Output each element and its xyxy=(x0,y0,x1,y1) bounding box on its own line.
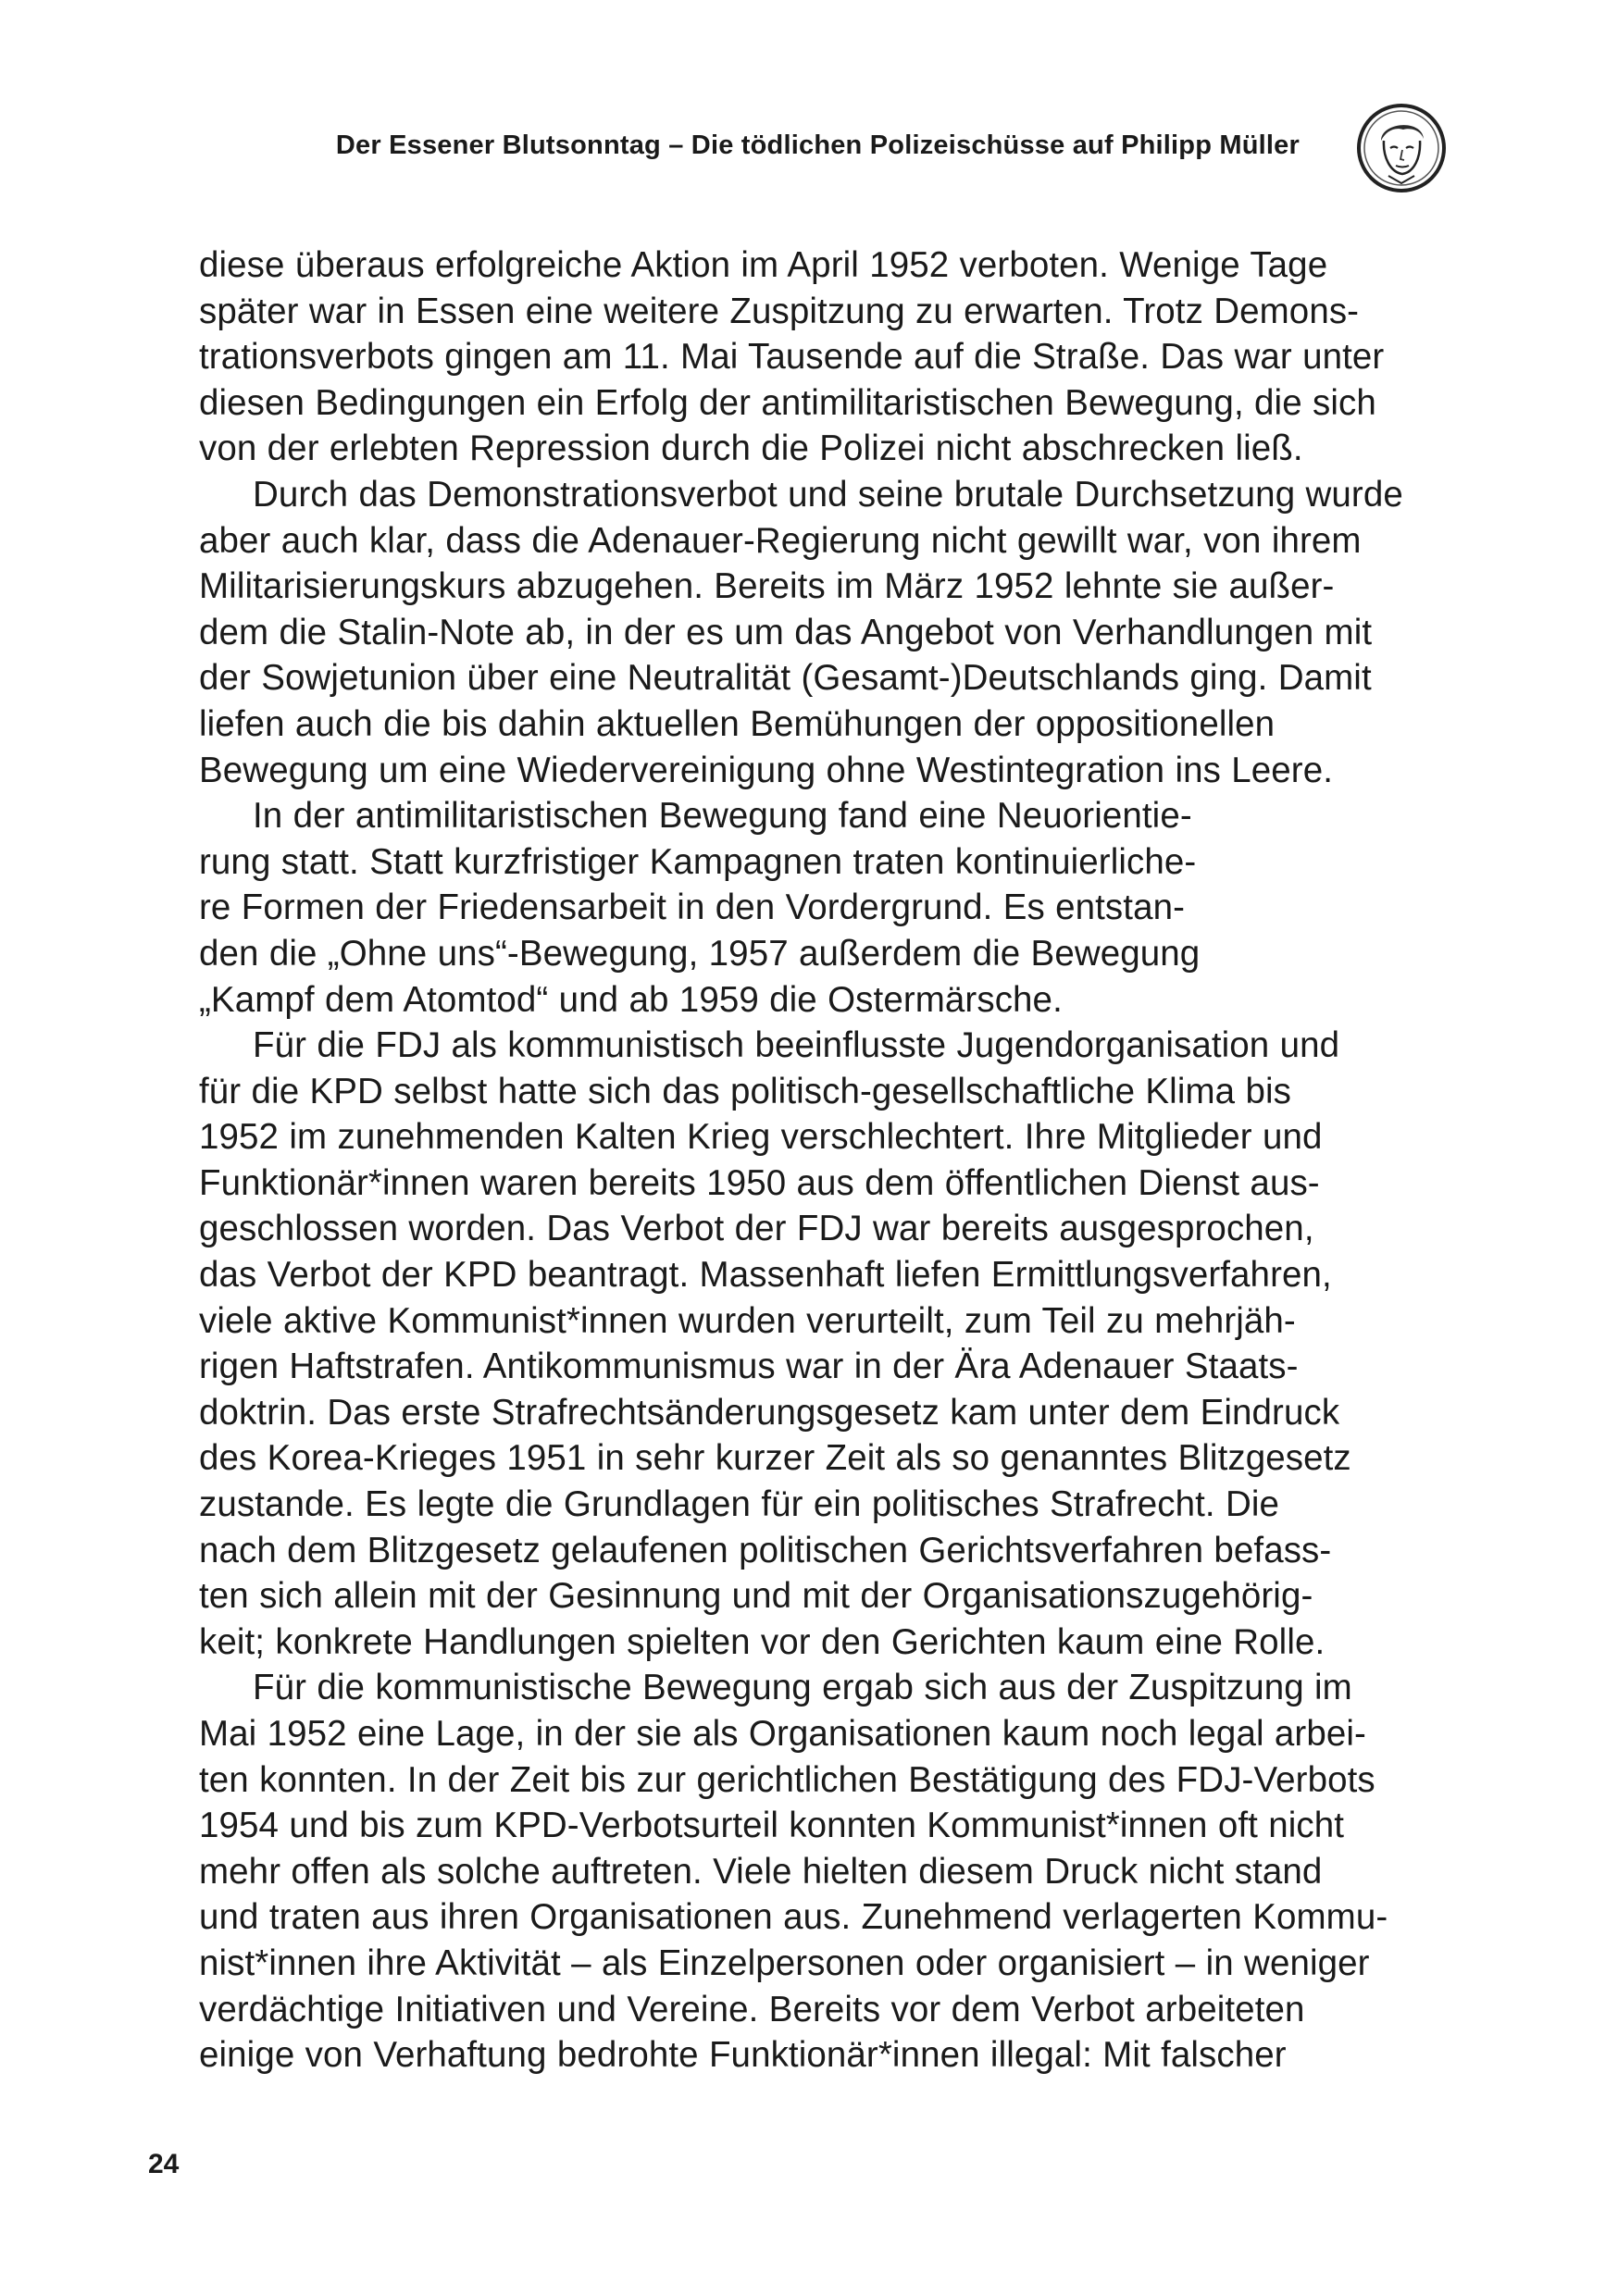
text-line: einige von Verhaftung bedrohte Funktionär*innen illegal: Mit falscher xyxy=(199,2035,1287,2076)
text-line: rung statt. Statt kurzfristiger Kampagnen traten kontinuierliche- xyxy=(199,841,1197,882)
text-line: keit; konkrete Handlungen spielten vor den Gerichten kaum eine Rolle. xyxy=(199,1621,1326,1662)
text-line: Funktionär*innen waren bereits 1950 aus dem öffentlichen Dienst aus- xyxy=(199,1162,1320,1203)
text-line: „Kampf dem Atomtod“ und ab 1959 die Ostermärsche. xyxy=(199,979,1063,1020)
paragraph-first-line: In der antimilitaristischen Bewegung fand eine Neuorientie- xyxy=(253,796,1192,837)
text-line: für die KPD selbst hatte sich das politisch-gesellschaftliche Klima bis xyxy=(199,1071,1291,1111)
text-line: doktrin. Das erste Strafrechtsänderungsgesetz kam unter dem Eindruck xyxy=(199,1392,1340,1433)
paragraph-first-line: Durch das Demonstrationsverbot und seine brutale Durchsetzung wurde xyxy=(253,474,1403,515)
body-text xyxy=(199,242,1462,2079)
text-line: trationsverbots gingen am 11. Mai Tausende auf die Straße. Das war unter xyxy=(199,337,1385,378)
text-line: 1952 im zunehmenden Kalten Krieg verschlechtert. Ihre Mitglieder und xyxy=(199,1117,1323,1158)
text-line: nach dem Blitzgesetz gelaufenen politischen Gerichtsverfahren befass- xyxy=(199,1530,1332,1570)
text-line: viele aktive Kommunist*innen wurden verurteilt, zum Teil zu mehrjäh- xyxy=(199,1300,1296,1341)
text-line: dem die Stalin-Note ab, in der es um das Angebot von Verhandlungen mit xyxy=(199,612,1373,652)
text-line: rigen Haftstrafen. Antikommunismus war in der Ära Adenauer Staats- xyxy=(199,1347,1299,1387)
text-line: mehr offen als solche auftreten. Viele hielten diesem Druck nicht stand xyxy=(199,1851,1323,1892)
text-line: der Sowjetunion über eine Neutralität (Gesamt-)Deutschlands ging. Damit xyxy=(199,658,1372,699)
text-line: ten sich allein mit der Gesinnung und mit der Organisationszugehörig- xyxy=(199,1576,1313,1617)
text-line: zustande. Es legte die Grundlagen für ein politisches Strafrecht. Die xyxy=(199,1484,1280,1525)
text-line: verdächtige Initiativen und Vereine. Bereits vor dem Verbot arbeiteten xyxy=(199,1989,1305,2029)
text-line: diese überaus erfolgreiche Aktion im April 1952 verboten. Wenige Tage xyxy=(199,245,1328,285)
text-line: von der erlebten Repression durch die Polizei nicht abschrecken ließ. xyxy=(199,428,1303,469)
text-line: später war in Essen eine weitere Zuspitzung zu erwarten. Trotz Demons- xyxy=(199,291,1360,331)
text-line: und traten aus ihren Organisationen aus. Zunehmend verlagerten Kommu- xyxy=(199,1897,1388,1938)
text-line: Mai 1952 eine Lage, in der sie als Organisationen kaum noch legal arbei- xyxy=(199,1714,1366,1754)
text-line: 1954 und bis zum KPD-Verbotsurteil konnten Kommunist*innen oft nicht xyxy=(199,1806,1345,1846)
text-line: Bewegung um eine Wiedervereinigung ohne Westintegration ins Leere. xyxy=(199,750,1334,790)
text-line: des Korea-Krieges 1951 in sehr kurzer Zeit als so genanntes Blitzgesetz xyxy=(199,1438,1351,1479)
text-line: re Formen der Friedensarbeit in den Vordergrund. Es entstan- xyxy=(199,887,1186,928)
text-line: das Verbot der KPD beantragt. Massenhaft liefen Ermittlungsverfahren, xyxy=(199,1255,1332,1296)
text-line: nist*innen ihre Aktivität – als Einzelpersonen oder organisiert – in weniger xyxy=(199,1942,1370,1983)
text-line: liefen auch die bis dahin aktuellen Bemühungen der oppositionellen xyxy=(199,703,1276,744)
paragraph-first-line: Für die kommunistische Bewegung ergab sich aus der Zuspitzung im xyxy=(253,1668,1352,1708)
text-line: Militarisierungskurs abzugehen. Bereits im März 1952 lehnte sie außer- xyxy=(199,566,1335,607)
running-header: Der Essener Blutsonntag – Die tödlichen Polizeischüsse auf Philipp Müller xyxy=(335,130,1300,160)
text-line: geschlossen worden. Das Verbot der FDJ war bereits ausgesprochen, xyxy=(199,1209,1314,1249)
text-line: ten konnten. In der Zeit bis zur gerichtlichen Bestätigung des FDJ-Verbots xyxy=(199,1759,1375,1800)
page-number: 24 xyxy=(148,2149,180,2179)
text-line: aber auch klar, dass die Adenauer-Regierung nicht gewillt war, von ihrem xyxy=(199,520,1362,561)
text-line: diesen Bedingungen ein Erfolg der antimilitaristischen Bewegung, die sich xyxy=(199,382,1376,423)
paragraph-first-line: Für die FDJ als kommunistisch beeinflusste Jugendorganisation und xyxy=(253,1025,1340,1066)
portrait-icon xyxy=(1355,102,1448,194)
text-line: den die „Ohne uns“-Bewegung, 1957 außerdem die Bewegung xyxy=(199,933,1201,974)
